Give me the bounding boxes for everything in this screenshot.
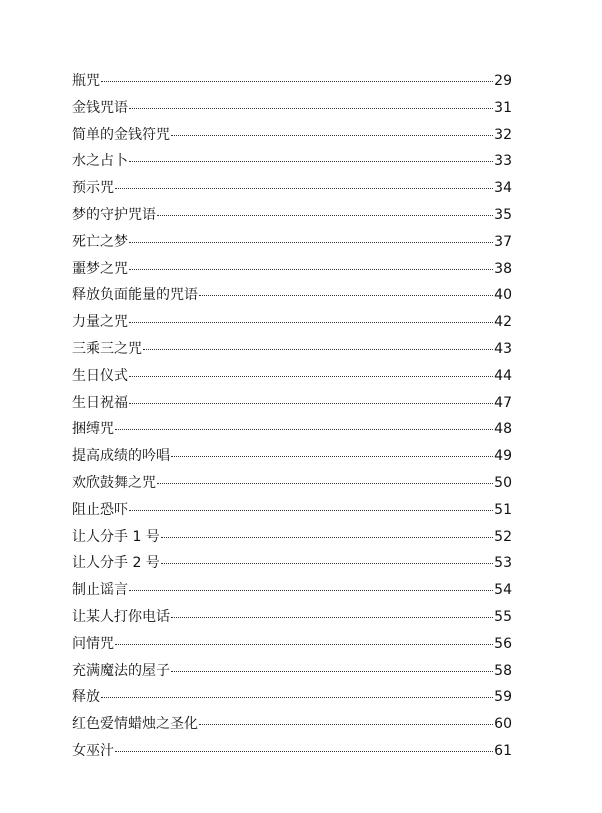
toc-entry-page-number: 29 <box>494 73 512 89</box>
toc-leader-dots <box>129 576 493 591</box>
toc-entry-title: 水之占卜 <box>72 153 128 170</box>
toc-leader-dots <box>199 710 493 725</box>
toc-entry-title: 红色爱情蜡烛之圣化 <box>72 716 198 733</box>
toc-leader-dots <box>129 389 493 404</box>
toc-entry[interactable] <box>72 470 512 497</box>
toc-entry[interactable] <box>72 738 512 765</box>
toc-entry-title: 充满魔法的屋子 <box>72 662 170 679</box>
toc-entry-page-number: 34 <box>494 180 512 197</box>
toc-leader-dots <box>115 737 493 752</box>
toc-entry[interactable] <box>72 309 512 336</box>
toc-entry-title: 释放负面能量的咒语 <box>72 287 198 304</box>
toc-entry-title: 捆缚咒 <box>72 421 114 438</box>
toc-leader-dots <box>129 94 493 109</box>
toc-entry-page-number: 47 <box>494 394 512 411</box>
toc-entry-title: 梦的守护咒语 <box>72 206 156 223</box>
toc-entry-title: 让人分手 1 号 <box>72 528 160 545</box>
toc-entry[interactable] <box>72 68 512 95</box>
table-of-contents <box>72 68 512 765</box>
toc-leader-dots <box>171 603 493 618</box>
toc-entry[interactable] <box>72 256 512 283</box>
toc-entry-title: 力量之咒 <box>72 314 128 331</box>
toc-leader-dots <box>157 201 493 216</box>
toc-entry[interactable] <box>72 336 512 363</box>
toc-entry-title: 简单的金钱符咒 <box>72 126 170 143</box>
toc-entry[interactable] <box>72 363 512 390</box>
toc-leader-dots <box>115 630 493 645</box>
toc-entry-page-number: 40 <box>494 287 512 304</box>
toc-leader-dots <box>115 415 493 430</box>
toc-entry-page-number: 54 <box>494 582 512 599</box>
toc-entry[interactable] <box>72 229 512 256</box>
toc-entry[interactable] <box>72 604 512 631</box>
toc-entry-title: 瓶咒 <box>72 73 100 89</box>
toc-entry-title: 生日祝福 <box>72 394 128 411</box>
toc-entry[interactable] <box>72 95 512 122</box>
toc-leader-dots <box>199 281 493 296</box>
toc-leader-dots <box>157 469 493 484</box>
toc-entry-title: 女巫汁 <box>72 742 114 759</box>
toc-entry-title: 让某人打你电话 <box>72 608 170 625</box>
toc-entry-page-number: 43 <box>494 340 512 357</box>
toc-leader-dots <box>101 683 493 698</box>
toc-leader-dots <box>129 496 493 511</box>
toc-entry[interactable] <box>72 711 512 738</box>
toc-entry[interactable] <box>72 631 512 658</box>
toc-entry[interactable] <box>72 577 512 604</box>
toc-entry[interactable] <box>72 684 512 711</box>
toc-entry[interactable] <box>72 148 512 175</box>
toc-leader-dots <box>161 523 493 538</box>
toc-entry-page-number: 33 <box>494 153 512 170</box>
toc-entry-title: 预示咒 <box>72 180 114 197</box>
toc-leader-dots <box>129 362 493 377</box>
toc-leader-dots <box>161 549 493 564</box>
toc-entry-page-number: 50 <box>494 474 512 491</box>
toc-entry-page-number: 32 <box>494 126 512 143</box>
toc-entry-title: 欢欣鼓舞之咒 <box>72 474 156 491</box>
toc-entry-page-number: 58 <box>494 662 512 679</box>
toc-entry-page-number: 56 <box>494 635 512 652</box>
toc-entry-title: 让人分手 2 号 <box>72 555 160 572</box>
toc-entry-page-number: 59 <box>494 689 512 706</box>
toc-leader-dots <box>129 308 493 323</box>
toc-entry-page-number: 49 <box>494 448 512 465</box>
toc-entry-title: 三乘三之咒 <box>72 340 142 357</box>
toc-entry-page-number: 52 <box>494 528 512 545</box>
toc-entry-page-number: 48 <box>494 421 512 438</box>
toc-entry-title: 阻止恐吓 <box>72 501 128 518</box>
toc-leader-dots <box>129 255 493 270</box>
toc-entry[interactable] <box>72 202 512 229</box>
toc-entry[interactable] <box>72 175 512 202</box>
toc-entry[interactable] <box>72 658 512 685</box>
toc-entry-page-number: 53 <box>494 555 512 572</box>
toc-entry-page-number: 51 <box>494 501 512 518</box>
toc-entry[interactable] <box>72 497 512 524</box>
toc-entry-title: 制止谣言 <box>72 582 128 599</box>
toc-entry[interactable] <box>72 282 512 309</box>
toc-entry-page-number: 37 <box>494 233 512 250</box>
toc-entry-page-number: 31 <box>494 99 512 116</box>
toc-entry-page-number: 44 <box>494 367 512 384</box>
toc-entry-page-number: 38 <box>494 260 512 277</box>
toc-entry-page-number: 61 <box>494 742 512 759</box>
toc-entry-title: 提高成绩的吟唱 <box>72 448 170 465</box>
toc-entry-title: 问情咒 <box>72 635 114 652</box>
toc-entry-title: 死亡之梦 <box>72 233 128 250</box>
toc-leader-dots <box>129 228 493 243</box>
toc-leader-dots <box>171 657 493 672</box>
toc-leader-dots <box>101 67 493 82</box>
toc-entry[interactable] <box>72 416 512 443</box>
toc-leader-dots <box>143 335 493 350</box>
toc-entry-page-number: 60 <box>494 716 512 733</box>
toc-entry[interactable] <box>72 550 512 577</box>
toc-leader-dots <box>171 442 493 457</box>
toc-entry-title: 释放 <box>72 689 100 706</box>
toc-entry[interactable] <box>72 390 512 417</box>
toc-entry[interactable] <box>72 122 512 149</box>
toc-entry-page-number: 42 <box>494 314 512 331</box>
toc-entry[interactable] <box>72 443 512 470</box>
toc-entry[interactable] <box>72 524 512 551</box>
toc-leader-dots <box>129 147 493 162</box>
toc-entry-title: 生日仪式 <box>72 367 128 384</box>
toc-entry-page-number: 55 <box>494 608 512 625</box>
toc-entry-title: 噩梦之咒 <box>72 260 128 277</box>
toc-entry-title: 金钱咒语 <box>72 99 128 116</box>
toc-entry-page-number: 35 <box>494 206 512 223</box>
toc-leader-dots <box>115 174 493 189</box>
toc-leader-dots <box>171 121 493 136</box>
